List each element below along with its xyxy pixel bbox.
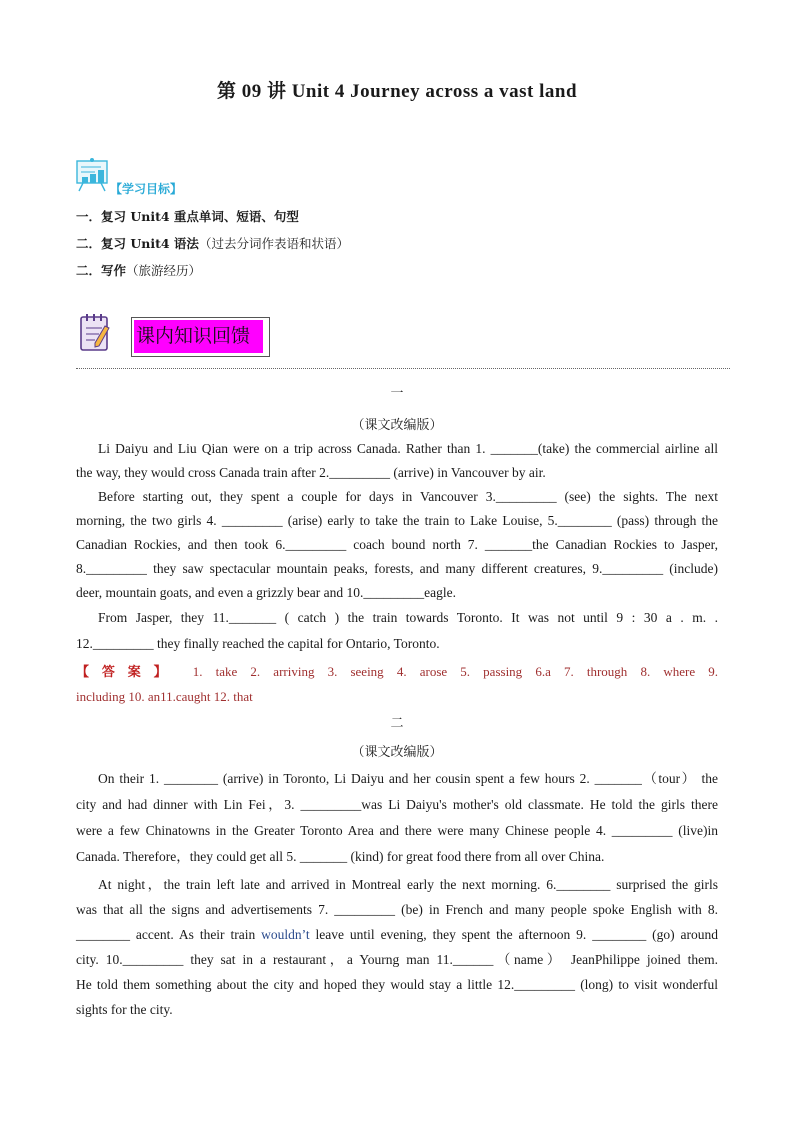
passage-line: On their 1. ________ (arrive) in Toronto, Li Daiyu and her cousin spent a few hours 2. _______（tour） the (98, 771, 718, 786)
goal-item-1: 一．复习 Unit4 重点单词、短语、句型 (76, 209, 299, 224)
part1-subtitle: （课文改编版） (351, 418, 443, 433)
notebook-icon (79, 312, 111, 352)
passage-line: sights for the city. (76, 1002, 173, 1017)
passage-line: ________ accent. As their train wouldn’t leave until evening, they spent the afternoon 9. ________ (go) around (76, 927, 718, 942)
passage-line: city and had dinner with Lin Fei，3. _________was Li Daiyu's mother's old classmate. He told the girls there (76, 797, 718, 812)
goal-item-2: 二．复习 Unit4 语法（过去分词作表语和状语） (76, 236, 349, 251)
section-heading: 课内知识回馈 (134, 320, 263, 353)
passage-line: were a few Chinatowns in the Greater Toronto Area and there were many Chinese people 4. _________ (live)in (76, 823, 718, 838)
passage-line: At night，the train left late and arrived in Montreal early the next morning. 6.________ surprised the girls (98, 877, 718, 892)
answer-text: 1. take 2. arriving 3. seeing 4. arose 5. passing 6.a 7. through 8. where 9. (192, 664, 718, 679)
highlighted-word: wouldn’t (261, 927, 310, 942)
passage-line: He told them something about the city and hoped they would stay a little 12._________ (long) to visit wonderful (76, 977, 718, 992)
goal-item-3: 二．写作（旅游经历） (76, 263, 202, 278)
section-heading-box (131, 317, 270, 357)
part1-number: 一 (390, 386, 404, 401)
answer-tag: 【答案】 (76, 664, 180, 679)
passage-line: From Jasper, they 11._______ ( catch ) the train towards Toronto. It was not until 9 : 30 a . m. . (98, 610, 718, 625)
part1-passage (76, 437, 718, 657)
answer-text: including 10. an11.caught 12. that (76, 689, 253, 704)
passage-line: Canadian Rockies, and then took 6._________ coach bound north 7. _______the Canadian Rockies to Jasper, (76, 537, 718, 552)
passage-line: was that all the signs and advertisements 7. _________ (be) in French and many people spoke English with 8. (76, 902, 718, 917)
part2-subtitle: （课文改编版） (351, 745, 443, 760)
part2-passage (76, 765, 718, 1022)
part1-answer (76, 659, 718, 709)
page-title: 第 09 讲 Unit 4 Journey across a vast land (216, 81, 578, 102)
passage-line: morning, the two girls 4. _________ (arise) early to take the train to Lake Louise, 5.________ (pass) through the (76, 513, 718, 528)
part2-number: 二 (390, 716, 404, 731)
passage-line: city. 10._________ they sat in a restaurant，a Yourng man 11.______（name） JeanPhilippe joined them. (76, 952, 718, 967)
passage-line: deer, mountain goats, and even a grizzly bear and 10._________eagle. (76, 585, 456, 600)
passage-line: Li Daiyu and Liu Qian were on a trip across Canada. Rather than 1. _______(take) the commercial airline all (98, 441, 718, 456)
divider (76, 368, 730, 369)
passage-line: Before starting out, they spent a couple for days in Vancouver 3._________ (see) the sights. The next (98, 489, 718, 504)
passage-line: Canada. Therefore，they could get all 5. _______ (kind) for great food there from all over China. (76, 849, 605, 864)
passage-line: the way, they would cross Canada train after 2._________ (arrive) in Vancouver by air. (76, 465, 546, 480)
learning-goal-label: 【学习目标】 (110, 182, 183, 196)
passage-line: 8._________ they saw spectacular mountain peaks, forests, and many different creatures, 9._________ (include) (76, 561, 718, 576)
passage-line: 12._________ they finally reached the capital for Ontario, Toronto. (76, 636, 440, 651)
learning-goal-icon (73, 157, 113, 193)
